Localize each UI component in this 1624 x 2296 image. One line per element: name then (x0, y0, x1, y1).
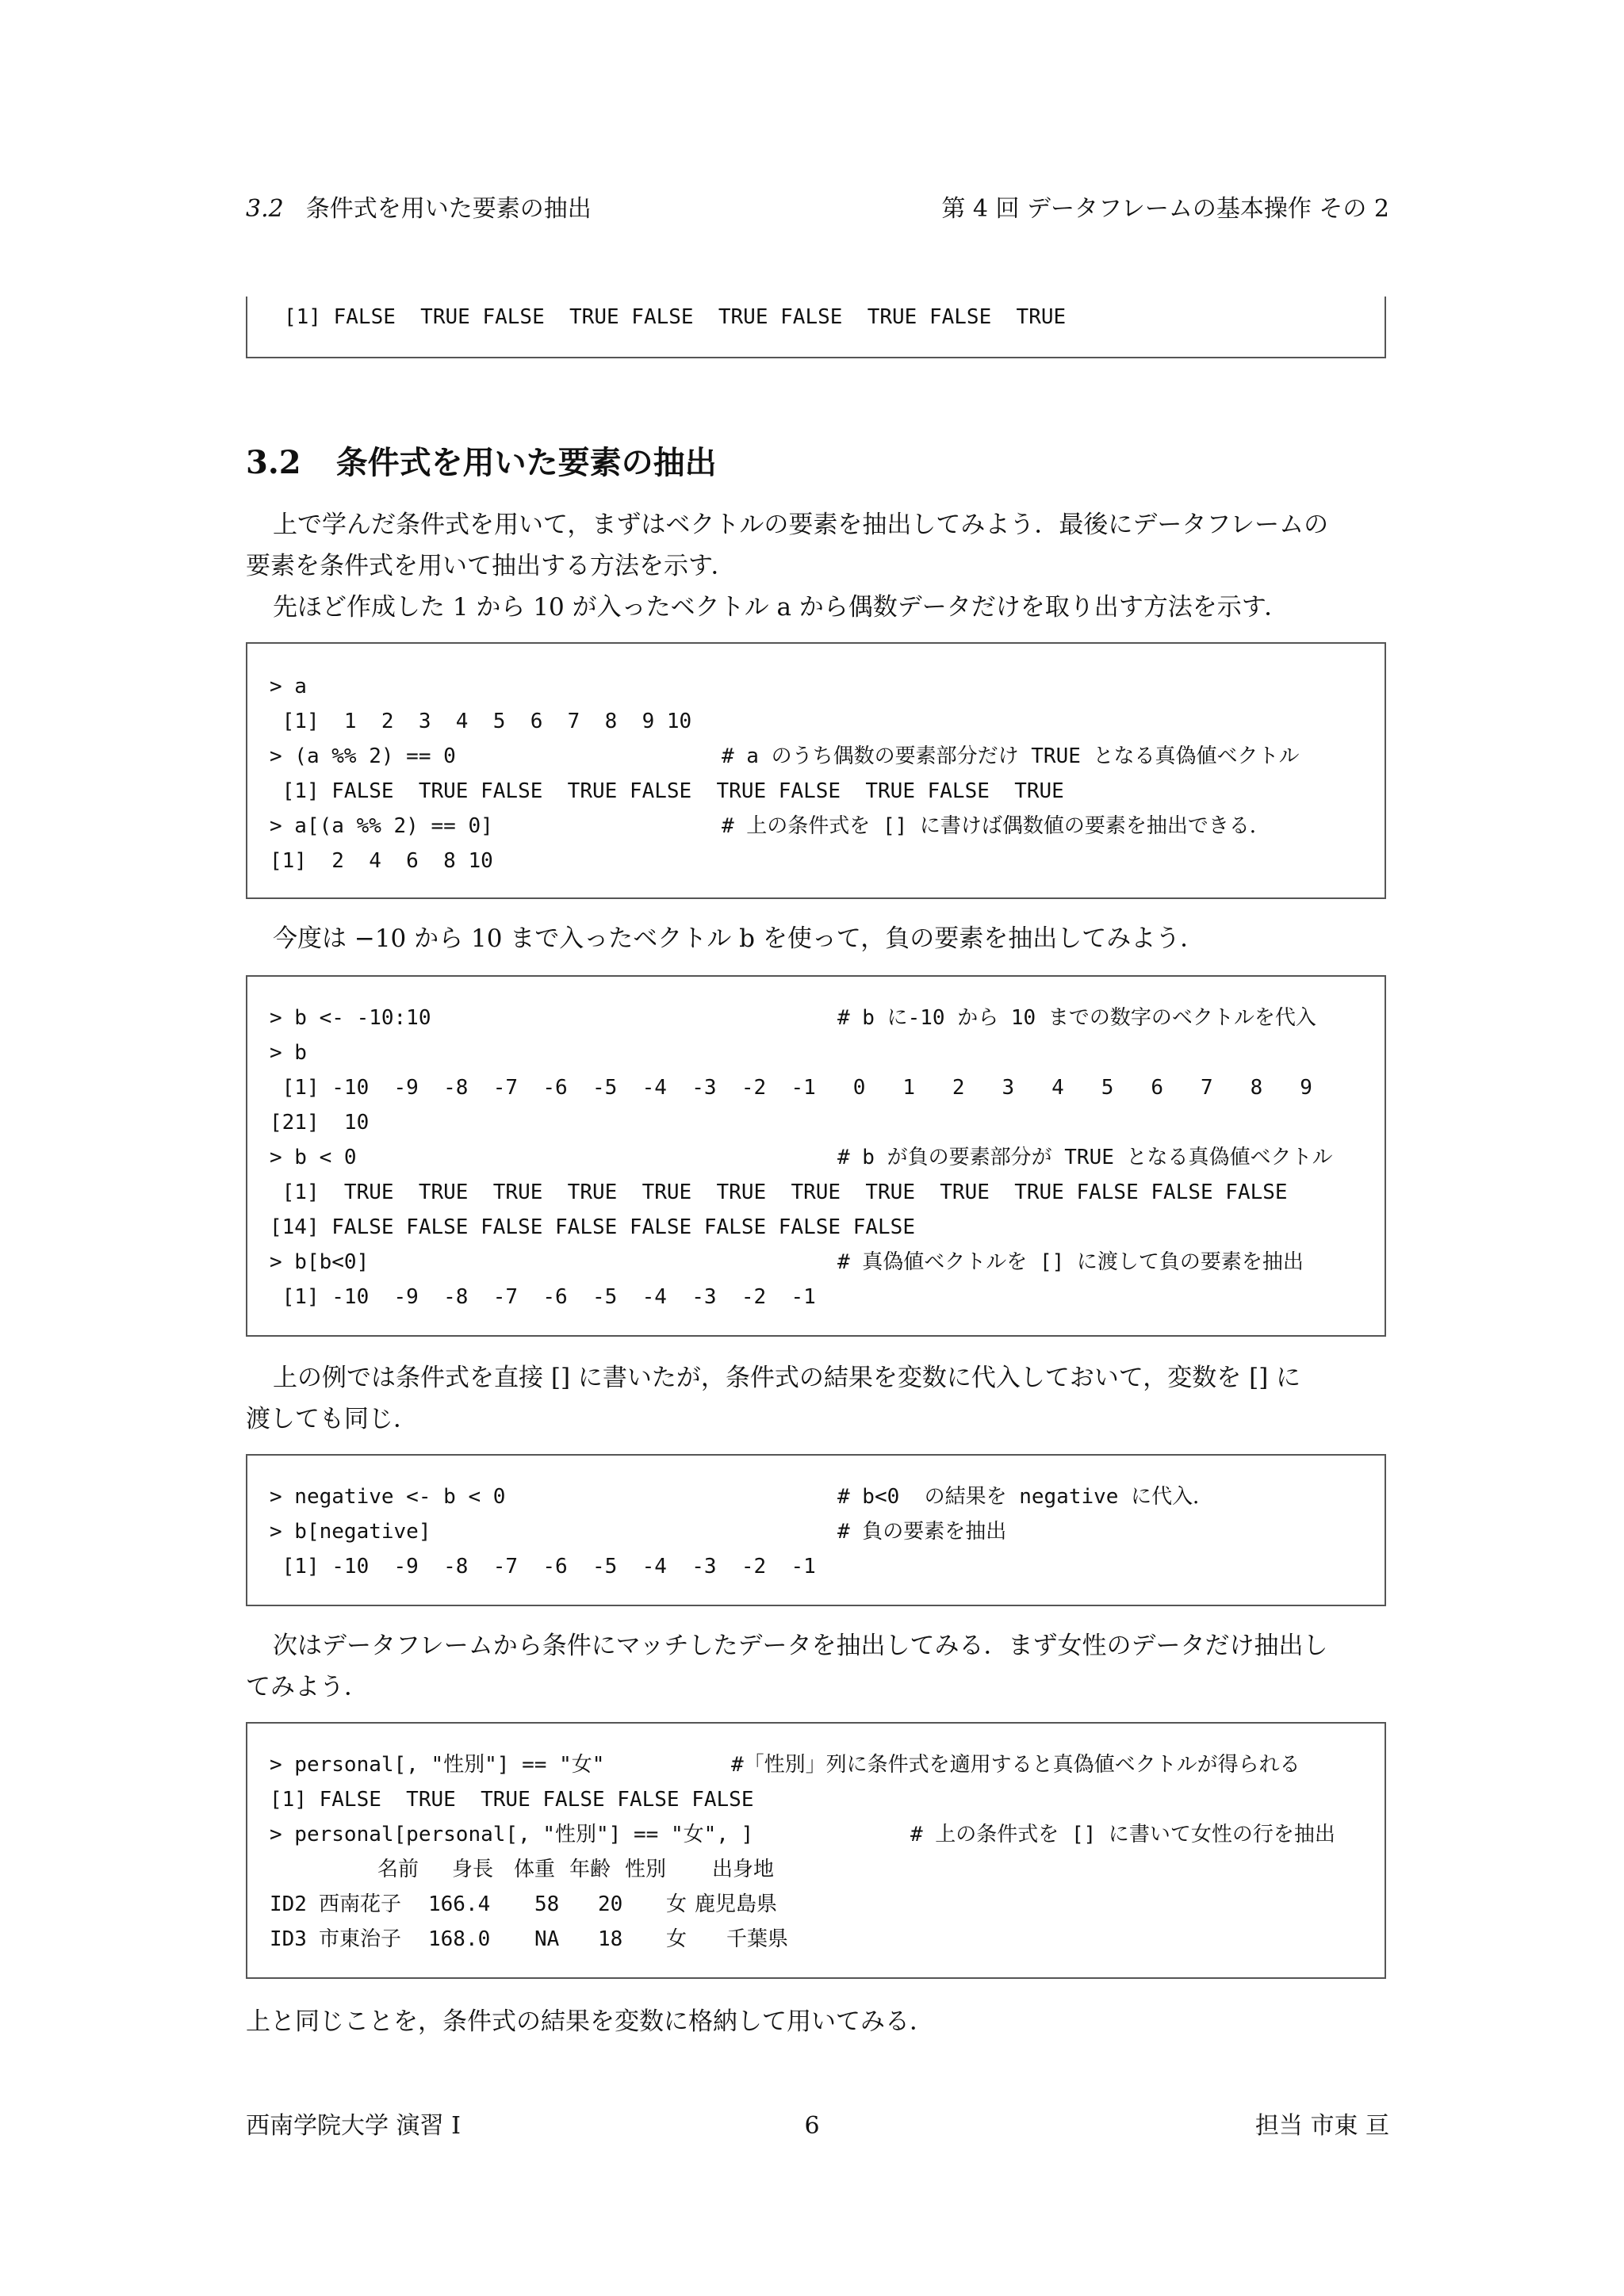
code-line: > b (270, 1041, 307, 1065)
code-comment: # b に-10 から 10 までの数字のベクトルを代入 (837, 1006, 1316, 1030)
table-cell: 市東治子 (319, 1927, 402, 1951)
table-cell: 千葉県 (726, 1927, 789, 1951)
table-cell: ID3 (270, 1927, 307, 1951)
code-box-negative-extract (246, 975, 1386, 1337)
header-section-title: 条件式を用いた要素の抽出 (305, 195, 592, 223)
code-line: [14] FALSE FALSE FALSE FALSE FALSE FALSE FALSE FALSE (270, 1215, 915, 1239)
table-cell: NA (534, 1927, 560, 1951)
code-line: > (a %% 2) == 0 (270, 744, 456, 768)
table-cell: ID2 (270, 1892, 307, 1916)
section-title: 条件式を用いた要素の抽出 (335, 445, 717, 481)
code-line: [1] -10 -9 -8 -7 -6 -5 -4 -3 -2 -1 0 1 2 3 4 5 6 7 8 9 (270, 1076, 1312, 1100)
paragraph-line: 上と同じことを，条件式の結果を変数に格納して用いてみる． (246, 2007, 934, 2036)
code-line: [1] -10 -9 -8 -7 -6 -5 -4 -3 -2 -1 (270, 1555, 816, 1578)
footer-right: 担当 市東 亘 (1254, 2112, 1389, 2140)
code-comment: #「性別」列に条件式を適用すると真偽値ベクトルが得られる (731, 1753, 1300, 1777)
table-cell: 58 (534, 1892, 560, 1916)
paragraph-line: 今度は −10 から 10 まで入ったベクトル b を使って，負の要素を抽出してみよう． (273, 924, 1205, 953)
code-line: [1] FALSE TRUE TRUE FALSE FALSE FALSE (270, 1788, 754, 1812)
code-line: [1] FALSE TRUE FALSE TRUE FALSE TRUE FALSE TRUE FALSE TRUE (270, 779, 1064, 803)
code-line: [1] 1 2 3 4 5 6 7 8 9 10 (270, 710, 692, 733)
code-line: [1] TRUE TRUE TRUE TRUE TRUE TRUE TRUE TRUE TRUE TRUE FALSE FALSE FALSE (270, 1181, 1288, 1204)
paragraph-line: 渡しても同じ． (246, 1405, 418, 1433)
table-cell: 女 (666, 1927, 688, 1951)
code-line: > a[(a %% 2) == 0] (270, 814, 493, 838)
table-cell: 166.4 (428, 1892, 491, 1916)
code-comment: # b が負の要素部分が TRUE となる真偽値ベクトル (837, 1146, 1333, 1169)
code-box-negative-variable (246, 1454, 1386, 1606)
section-number: 3.2 (246, 444, 301, 481)
code-comment: # 上の条件式を [] に書いて女性の行を抽出 (910, 1823, 1335, 1846)
table-header-cell: 体重 (514, 1858, 556, 1881)
table-cell: 168.0 (428, 1927, 491, 1951)
header-section-number: 3.2 (246, 195, 284, 223)
paragraph-line: 上の例では条件式を直接 [] に書いたが，条件式の結果を変数に代入しておいて，変数を [] に (273, 1364, 1301, 1392)
code-line: > b <- -10:10 (270, 1006, 431, 1030)
code-box-continuation (246, 297, 1386, 358)
table-cell: 18 (598, 1927, 623, 1951)
table-header-cell: 身長 (452, 1858, 494, 1881)
table-header-cell: 名前 (377, 1858, 419, 1881)
table-cell: 女 (666, 1892, 688, 1916)
code-line: [1] -10 -9 -8 -7 -6 -5 -4 -3 -2 -1 (270, 1285, 816, 1309)
code-line: > b < 0 (270, 1146, 357, 1169)
code-comment: # b<0 の結果を negative に代入． (837, 1485, 1214, 1509)
code-box-even-extract (246, 642, 1386, 899)
code-line: > personal[, "性別"] == "女" (270, 1753, 605, 1777)
paragraph-line: てみよう． (246, 1673, 369, 1701)
table-cell: 20 (598, 1892, 623, 1916)
code-line: > negative <- b < 0 (270, 1485, 506, 1509)
code-line: > b[negative] (270, 1520, 431, 1544)
code-line: [1] FALSE TRUE FALSE TRUE FALSE TRUE FALSE TRUE FALSE TRUE (284, 305, 1067, 329)
running-header-left (246, 193, 592, 225)
footer-left: 西南学院大学 演習 I (246, 2112, 461, 2140)
code-comment: # 上の条件式を [] に書けば偶数値の要素を抽出できる． (722, 814, 1270, 838)
code-comment: # 負の要素を抽出 (837, 1520, 1007, 1544)
paragraph-line: 要素を条件式を用いて抽出する方法を示す． (246, 552, 736, 580)
table-cell: 西南花子 (319, 1892, 402, 1916)
paragraph-line: 次はデータフレームから条件にマッチしたデータを抽出してみる．まず女性のデータだけ抽出し (273, 1632, 1328, 1660)
table-header-cell: 出身地 (712, 1858, 775, 1881)
paragraph-line: 先ほど作成した 1 から 10 が入ったベクトル a から偶数データだけを取り出す方法を示す． (273, 593, 1289, 622)
code-line: > personal[personal[, "性別"] == "女", ] (270, 1823, 754, 1846)
table-header-cell: 性別 (625, 1858, 667, 1881)
code-comment: # 真偽値ベクトルを [] に渡して負の要素を抽出 (837, 1250, 1304, 1274)
code-line: > b[b<0] (270, 1250, 370, 1274)
code-comment: # a のうち偶数の要素部分だけ TRUE となる真偽値ベクトル (722, 744, 1300, 768)
code-line: [1] 2 4 6 8 10 (270, 849, 493, 873)
running-header-right: 第 4 回 データフレームの基本操作 その 2 (941, 195, 1389, 223)
table-cell: 鹿児島県 (695, 1892, 778, 1916)
code-box-dataframe-filter (246, 1722, 1386, 1979)
paragraph-line: 上で学んだ条件式を用いて，まずはベクトルの要素を抽出してみよう．最後にデータフレームの (273, 511, 1329, 539)
section-heading (246, 441, 717, 485)
code-line: > a (270, 675, 307, 698)
page-number: 6 (804, 2112, 820, 2140)
code-line: [21] 10 (270, 1111, 370, 1135)
table-header-cell: 年齢 (569, 1858, 611, 1881)
